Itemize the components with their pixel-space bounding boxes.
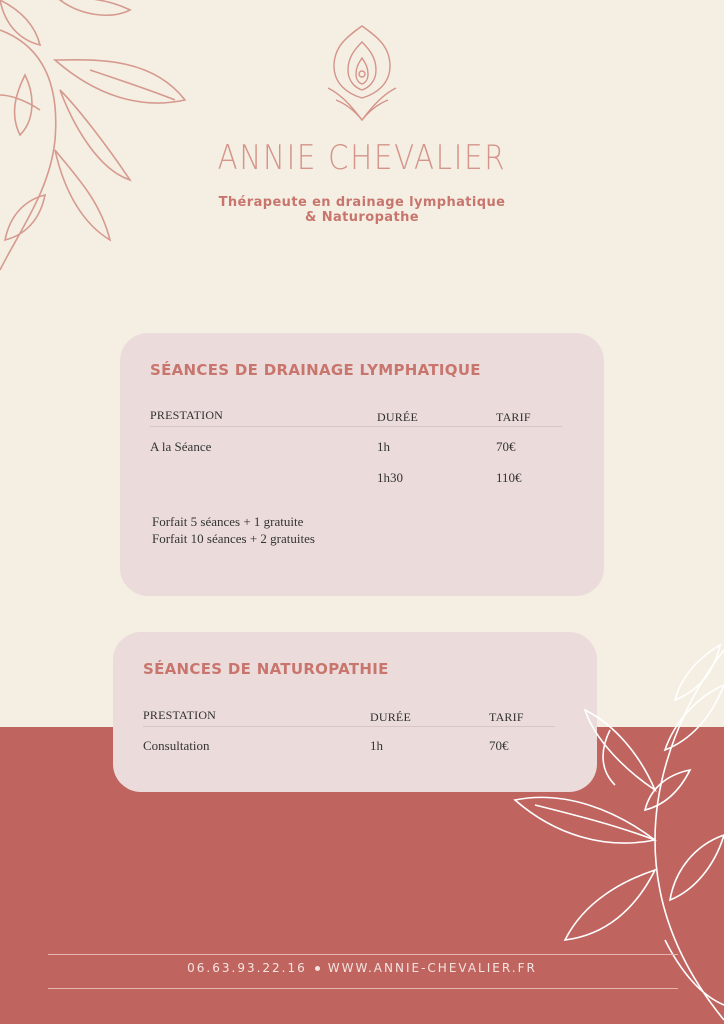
table-cell-tarif: 110€ (496, 470, 522, 485)
package-note-2: Forfait 10 séances + 2 gratuites (152, 531, 315, 546)
lymph-card-title: SÉANCES DE DRAINAGE LYMPHATIQUE (150, 361, 481, 379)
phone-number: 06.63.93.22.16 (187, 961, 307, 975)
subtitle-line-2: & Naturopathe (305, 210, 419, 225)
page-title: ANNIE CHEVALIER (217, 138, 507, 178)
col-header-duree: DURÉE (377, 410, 418, 424)
package-note-1: Forfait 5 séances + 1 gratuite (152, 514, 304, 529)
naturo-card-title: SÉANCES DE NATUROPATHIE (143, 660, 389, 678)
table-cell-tarif: 70€ (496, 439, 516, 454)
table-divider (150, 426, 562, 427)
subtitle-line-1: Thérapeute en drainage lymphatique (218, 195, 506, 210)
footer-rule-top (48, 954, 678, 955)
footer-contact (0, 961, 724, 975)
col-header-tarif: TARIF (496, 410, 531, 424)
package-note (152, 513, 315, 547)
col-header-tarif: TARIF (489, 710, 524, 724)
table-cell-duree: 1h (370, 738, 383, 753)
lotus-icon (326, 24, 398, 124)
table-cell-prestation: A la Séance (150, 439, 212, 454)
col-header-prestation: PRESTATION (150, 408, 224, 422)
lymph-card (120, 333, 604, 596)
col-header-prestation: PRESTATION (143, 708, 217, 722)
table-cell-duree: 1h30 (377, 470, 403, 485)
table-cell-prestation: Consultation (143, 738, 210, 753)
footer-rule-bottom (48, 988, 678, 989)
website-link[interactable]: WWW.ANNIE-CHEVALIER.FR (327, 961, 537, 975)
col-header-duree: DURÉE (370, 710, 411, 724)
table-cell-duree: 1h (377, 439, 390, 454)
page-subtitle (0, 195, 724, 225)
table-cell-tarif: 70€ (489, 738, 509, 753)
bullet-separator (315, 966, 320, 971)
table-divider (143, 726, 555, 727)
